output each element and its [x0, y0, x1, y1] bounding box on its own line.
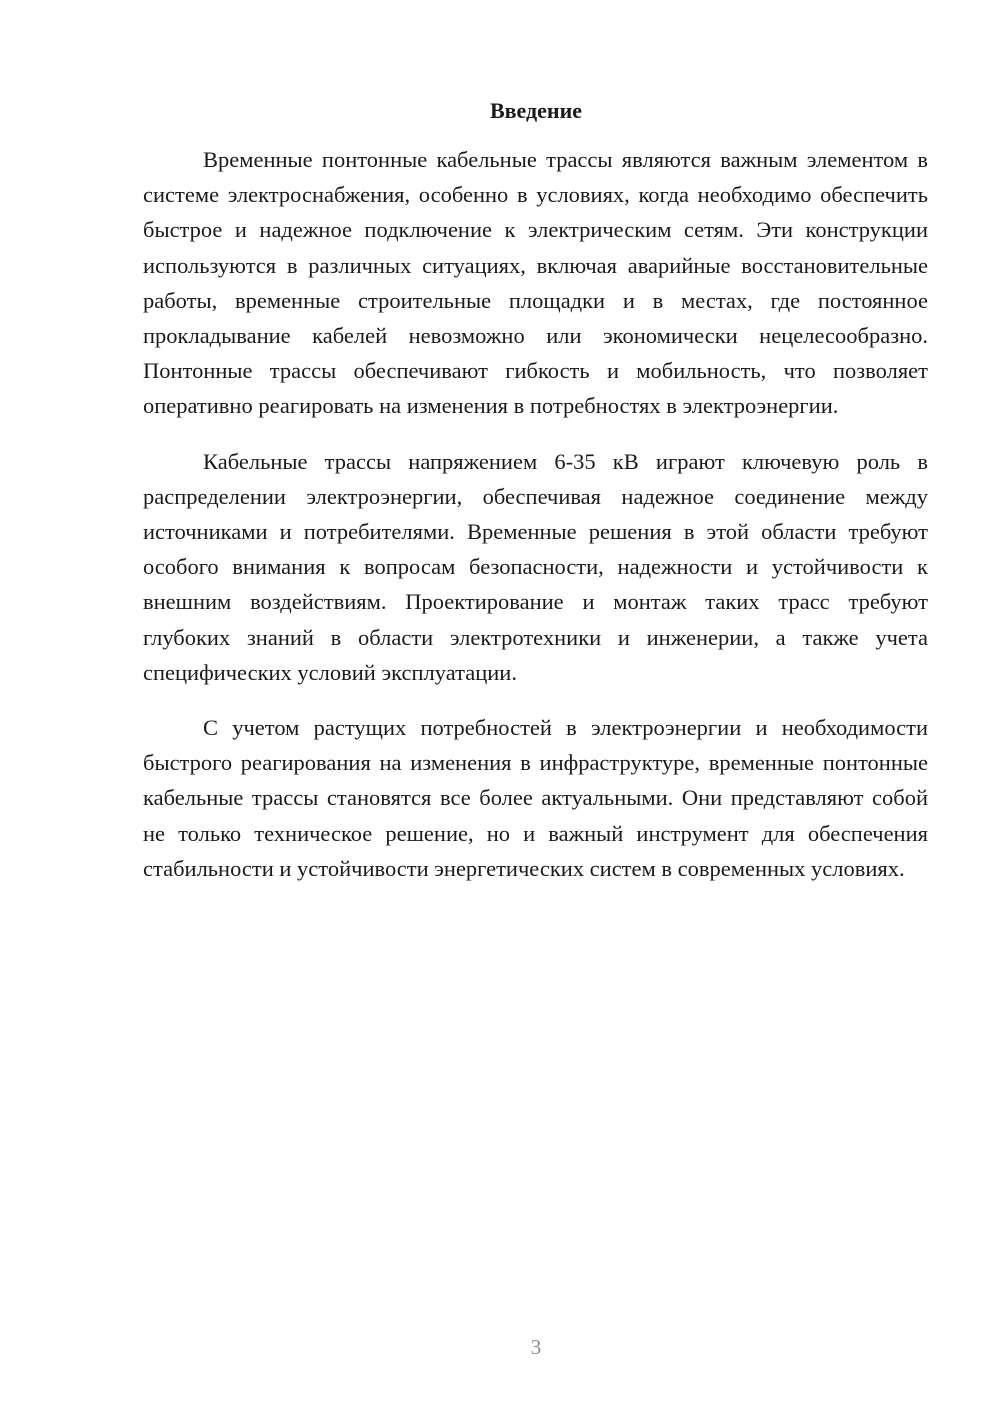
paragraph-2: Кабельные трассы напряжением 6-35 кВ играют ключевую роль в распределении электроэнергии, обеспечивая надежное соединение между источниками и потребителями. Временные решения в этой области требуют особого внимания к вопросам безопасности, надежности и устойчивости к внешним воздействиям. Проектирование и монтаж таких трасс требуют глубоких знаний в области электротехники и инженерии, а также учета специфических условий эксплуатации.: [143, 448, 928, 685]
page-number: 3: [530, 1335, 542, 1359]
paragraph-1: Временные понтонные кабельные трассы являются важным элементом в системе электроснабжения, особенно в условиях, когда необходимо обеспечить быстрое и надежное подключение к электрическим сетям. Эти конструкции используются в различных ситуациях, включая аварийные восстановительные работы, временные строительные площадки и в местах, где постоянное прокладывание кабелей невозможно или экономически нецелесообразно. Понтонные трассы обеспечивают гибкость и мобильность, что позволяет оперативно реагировать на изменения в потребностях в электроэнергии.: [143, 147, 928, 419]
section-heading: Введение: [489, 98, 583, 123]
body-text: [143, 142, 928, 906]
paragraph-3: С учетом растущих потребностей в электроэнергии и необходимости быстрого реагирования на изменения в инфраструктуре, временные понтонные кабельные трассы становятся все более актуальными. Они представляют собой не только техническое решение, но и важный инструмент для обеспечения стабильности и устойчивости энергетических систем в современных условиях.: [143, 715, 928, 881]
